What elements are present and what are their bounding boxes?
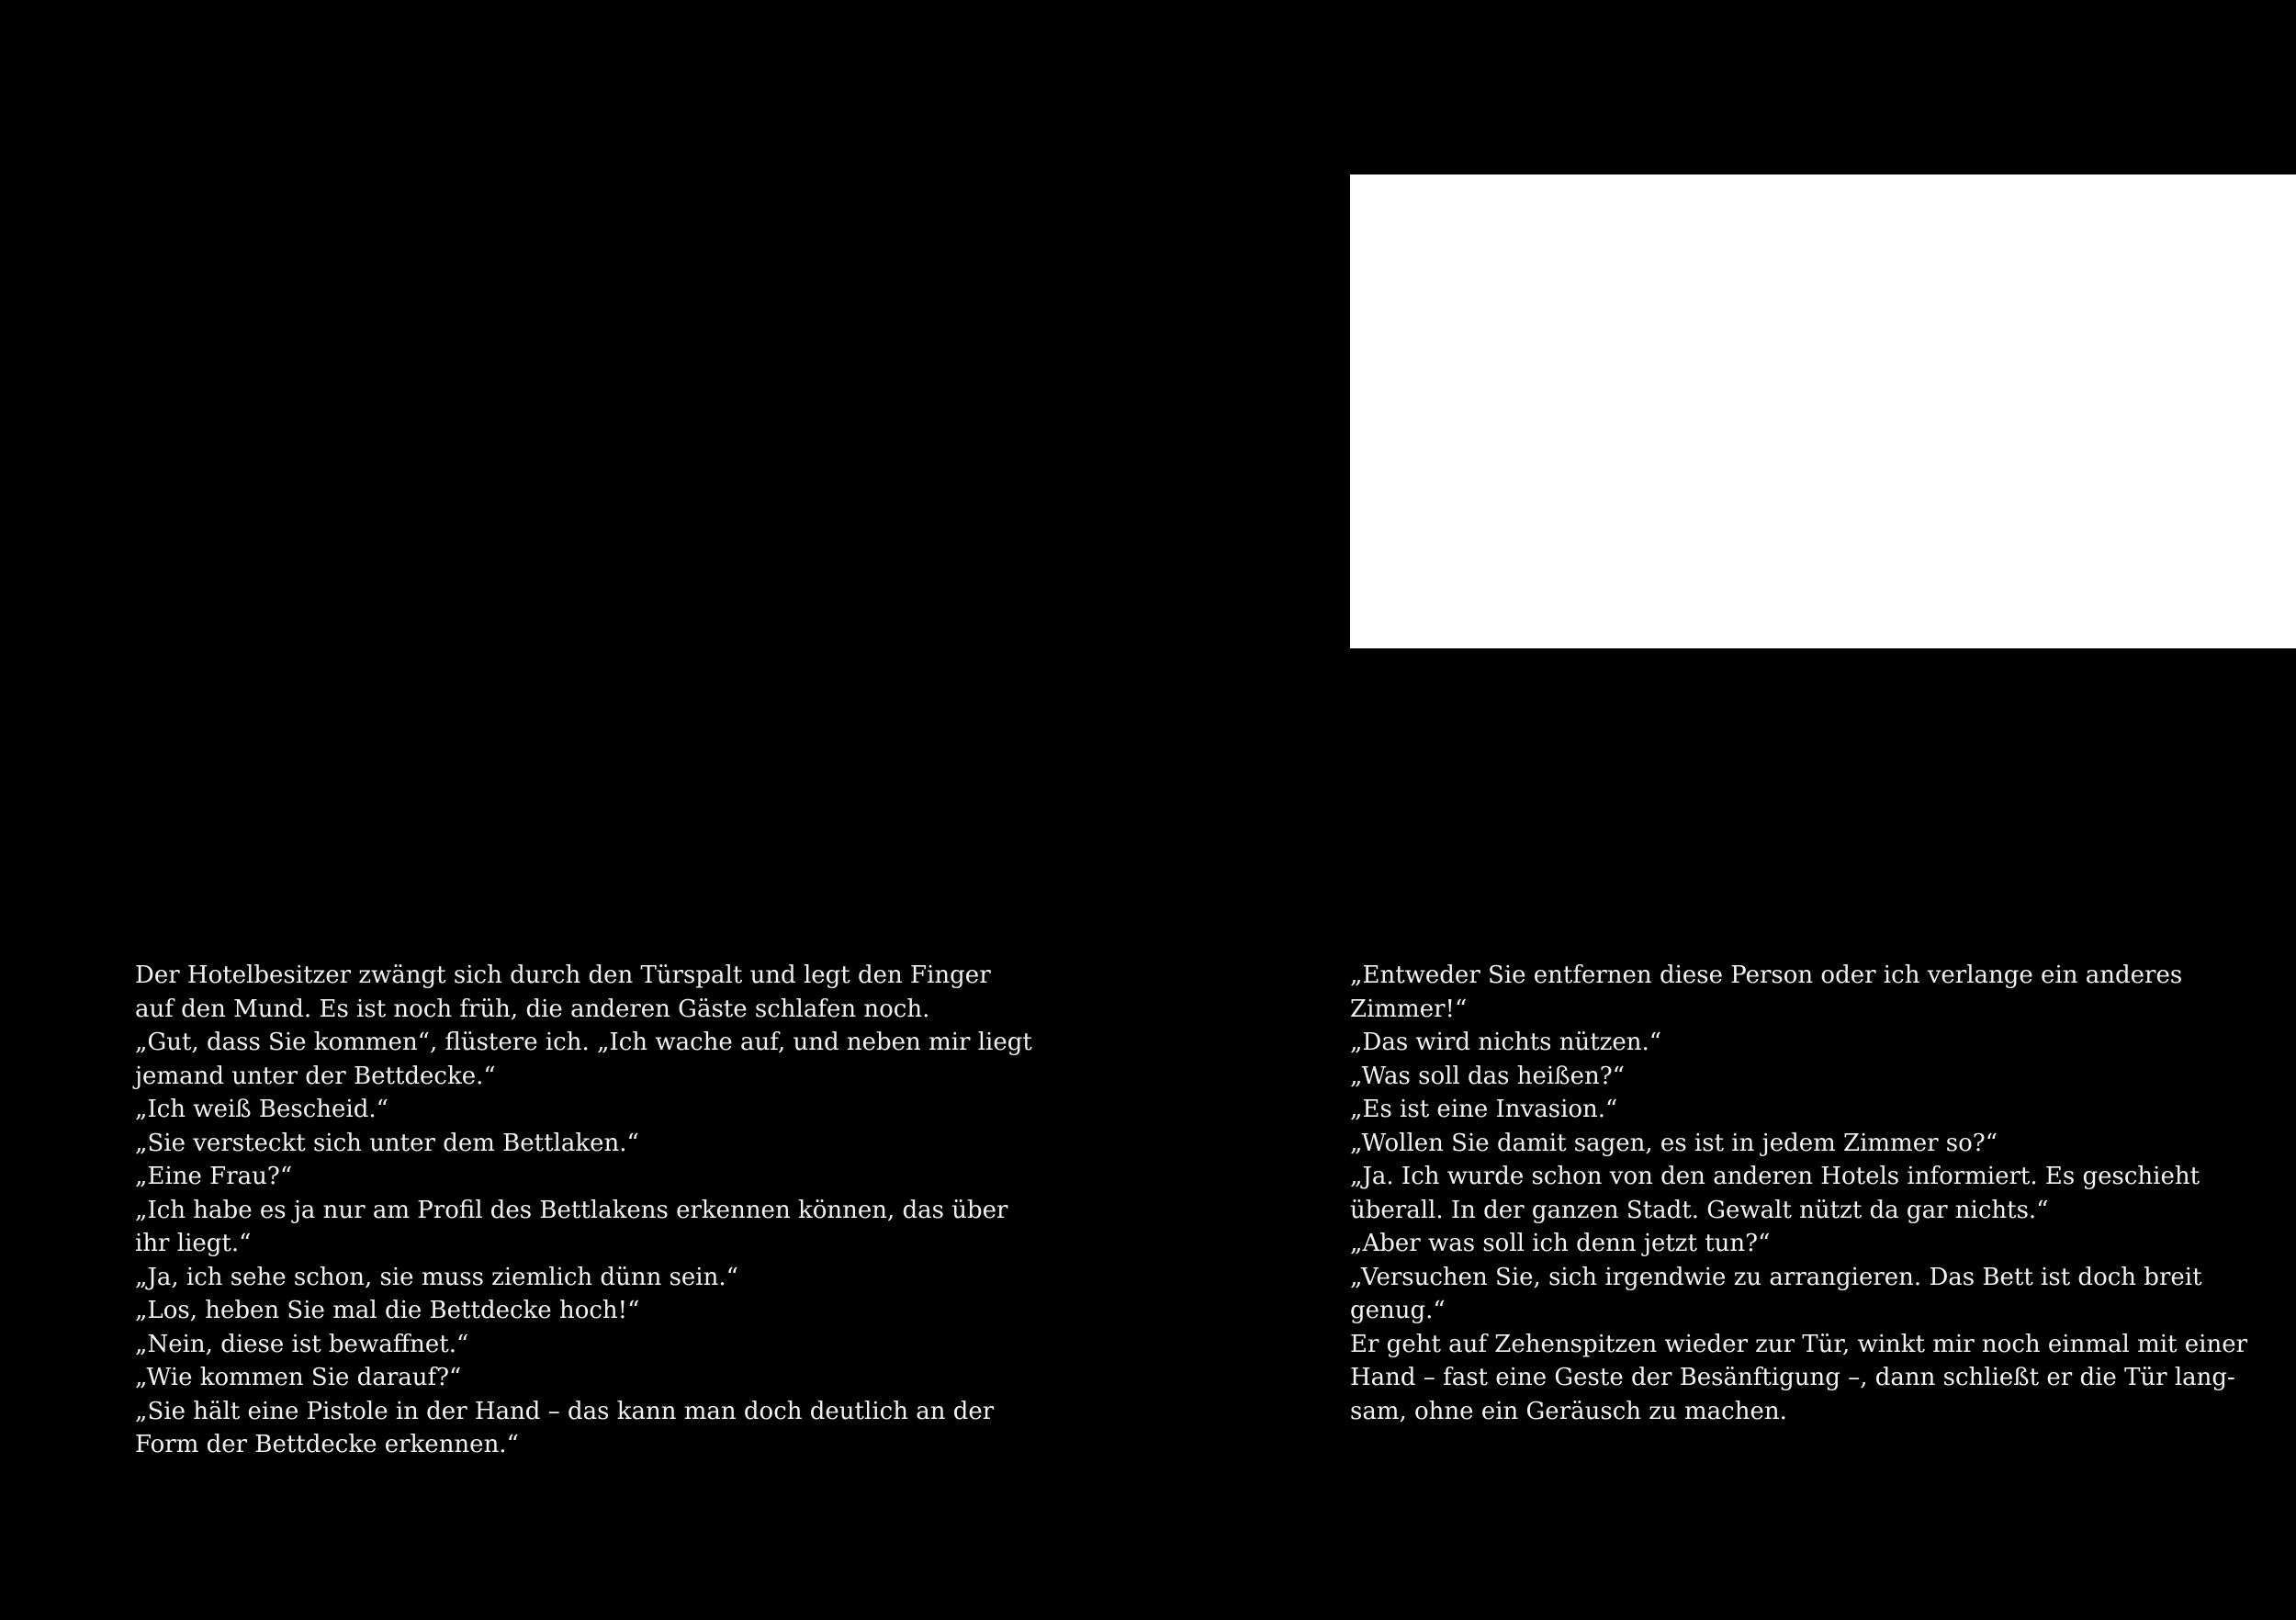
- text-line: Form der Bettdecke erkennen.“: [135, 1431, 519, 1458]
- text-line: überall. In der ganzen Stadt. Gewalt nützt da gar nichts.“: [1350, 1196, 2049, 1224]
- text-line: „Sie versteckt sich unter dem Bettlaken.“: [135, 1129, 639, 1157]
- text-line: ihr liegt.“: [135, 1230, 252, 1257]
- text-line: „Los, heben Sie mal die Bettdecke hoch!“: [135, 1297, 640, 1324]
- image-placeholder-panel: [1350, 174, 2296, 648]
- text-line: „Sie hält eine Pistole in der Hand – das kann man doch deutlich an der: [135, 1397, 995, 1425]
- text-line: „Ja, ich sehe schon, sie muss ziemlich dünn sein.“: [135, 1263, 738, 1291]
- text-line: „Ich weiß Bescheid.“: [135, 1096, 388, 1123]
- text-line: „Es ist eine Invasion.“: [1350, 1096, 1618, 1123]
- text-line: Der Hotelbesitzer zwängt sich durch den Türspalt und legt den Finger: [135, 962, 991, 989]
- text-line: „Wie kommen Sie darauf?“: [135, 1364, 462, 1391]
- text-line: „Was soll das heißen?“: [1350, 1062, 1625, 1090]
- text-line: „Aber was soll ich denn jetzt tun?“: [1350, 1230, 1771, 1257]
- text-line: „Wollen Sie damit sagen, es ist in jedem Zimmer so?“: [1350, 1129, 1998, 1157]
- text-line: Er geht auf Zehenspitzen wieder zur Tür, winkt mir noch einmal mit einer: [1350, 1330, 2248, 1358]
- text-line: „Nein, diese ist bewaffnet.“: [135, 1330, 469, 1358]
- text-line: jemand unter der Bettdecke.“: [135, 1062, 496, 1090]
- text-line: „Versuchen Sie, sich irgendwie zu arrangieren. Das Bett ist doch breit: [1350, 1263, 2202, 1291]
- text-line: „Entweder Sie entfernen diese Person oder ich verlange ein anderes: [1350, 962, 2183, 989]
- text-line: „Eine Frau?“: [135, 1163, 293, 1190]
- text-line: „Das wird nichts nützen.“: [1350, 1029, 1662, 1056]
- text-line: „Gut, dass Sie kommen“, flüstere ich. „Ich wache auf, und neben mir liegt: [135, 1029, 1032, 1056]
- text-line: Zimmer!“: [1350, 995, 1468, 1023]
- text-line: genug.“: [1350, 1297, 1446, 1324]
- text-line: sam, ohne ein Geräusch zu machen.: [1350, 1397, 1787, 1425]
- text-line: „Ja. Ich wurde schon von den anderen Hotels informiert. Es geschieht: [1350, 1163, 2200, 1190]
- right-page-text: [1350, 959, 2248, 1428]
- text-line: Hand – fast eine Geste der Besänftigung –, dann schließt er die Tür lang-: [1350, 1364, 2235, 1391]
- text-line: „Ich habe es ja nur am Profil des Bettlakens erkennen können, das über: [135, 1196, 1008, 1224]
- text-line: auf den Mund. Es ist noch früh, die anderen Gäste schlafen noch.: [135, 995, 930, 1023]
- left-page-text: [135, 959, 1032, 1462]
